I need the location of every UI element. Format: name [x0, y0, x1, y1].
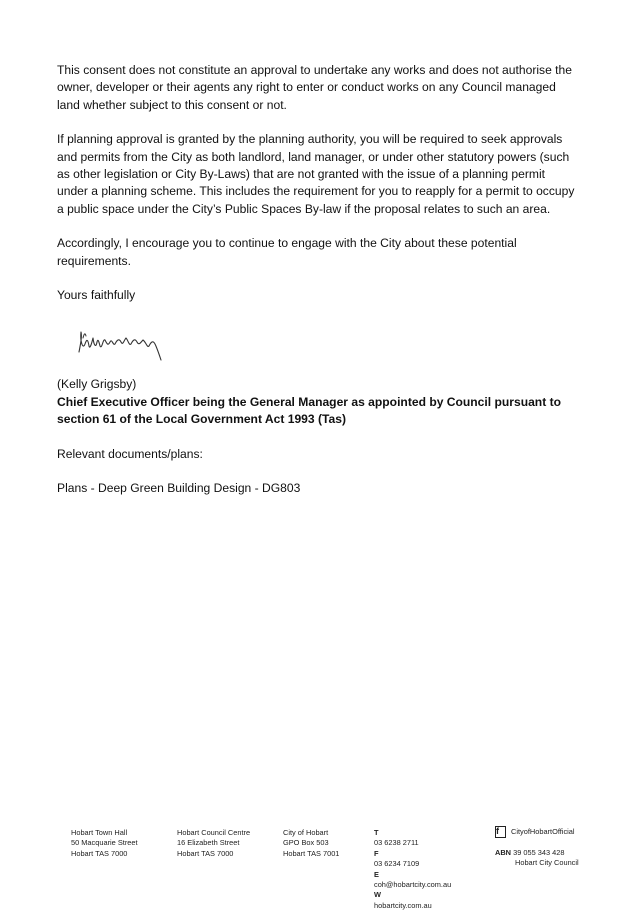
documents-heading: Relevant documents/plans:	[57, 446, 203, 461]
abn: ABN 39 055 343 428	[495, 848, 565, 857]
consent-paragraph: This consent does not constitute an approval to undertake any works and does not authorise the owner, developer or their agents any right to enter or conduct works on any Council managed land whether subject to this consent or not.	[57, 63, 572, 112]
engagement-paragraph: Accordingly, I encourage you to continue to engage with the City about these potential requirements.	[57, 236, 517, 268]
document-list-item: Plans - Deep Green Building Design - DG803	[57, 481, 301, 496]
footer-address-postal	[283, 828, 339, 859]
contact-email[interactable]: E coh@hobartcity.com.au	[374, 869, 452, 890]
address-line: Hobart TAS 7001	[283, 848, 340, 858]
address-line: City of Hobart	[283, 828, 329, 837]
address-line: 16 Elizabeth Street	[177, 838, 240, 848]
facebook-link[interactable]	[495, 826, 579, 838]
footer-address-town-hall	[71, 828, 138, 859]
approvals-paragraph: If planning approval is granted by the planning authority, you will be required to seek approvals and permits from the City as both landlord, land manager, or under other statutory powers (such as other legislation or City By-Laws) that are not granted with the issue of a planning permit under a planning scheme. This includes the requirement for you to reapply for a permit to occupy a public space under the City’s Public Spaces By-law if the proposal relates to such an area.	[57, 132, 575, 216]
footer-contacts	[374, 828, 451, 911]
address-line: GPO Box 503	[283, 838, 329, 848]
footer-address-council-centre	[177, 828, 250, 859]
address-line: Hobart Council Centre	[177, 828, 251, 837]
address-line: Hobart Town Hall	[71, 828, 128, 837]
facebook-icon: f	[495, 826, 506, 838]
council-name: Hobart City Council	[515, 858, 579, 868]
letterhead-footer	[0, 826, 622, 910]
address-line: 50 Macquarie Street	[71, 838, 138, 848]
email-link[interactable]: coh@hobartcity.com.au	[374, 880, 452, 890]
signoff: Yours faithfully	[57, 288, 136, 303]
letter-body	[57, 62, 577, 498]
contact-fax: F 03 6234 7109	[374, 848, 420, 869]
facebook-handle: CityofHobartOfficial	[511, 826, 575, 836]
website-link[interactable]: hobartcity.com.au	[374, 900, 432, 910]
officer-name: (Kelly Grigsby)	[57, 377, 137, 392]
officer-title: Chief Executive Officer being the General Manager as appointed by Council pursuant to section 61 of the Local Government Act 1993 (Tas)	[57, 394, 561, 427]
footer-social-abn	[495, 826, 579, 869]
contact-phone: T 03 6238 2711	[374, 828, 419, 848]
address-line: Hobart TAS 7000	[71, 848, 128, 858]
address-line: Hobart TAS 7000	[177, 848, 234, 858]
handwritten-signature	[69, 312, 577, 370]
contact-website[interactable]: W hobartcity.com.au	[374, 890, 451, 911]
